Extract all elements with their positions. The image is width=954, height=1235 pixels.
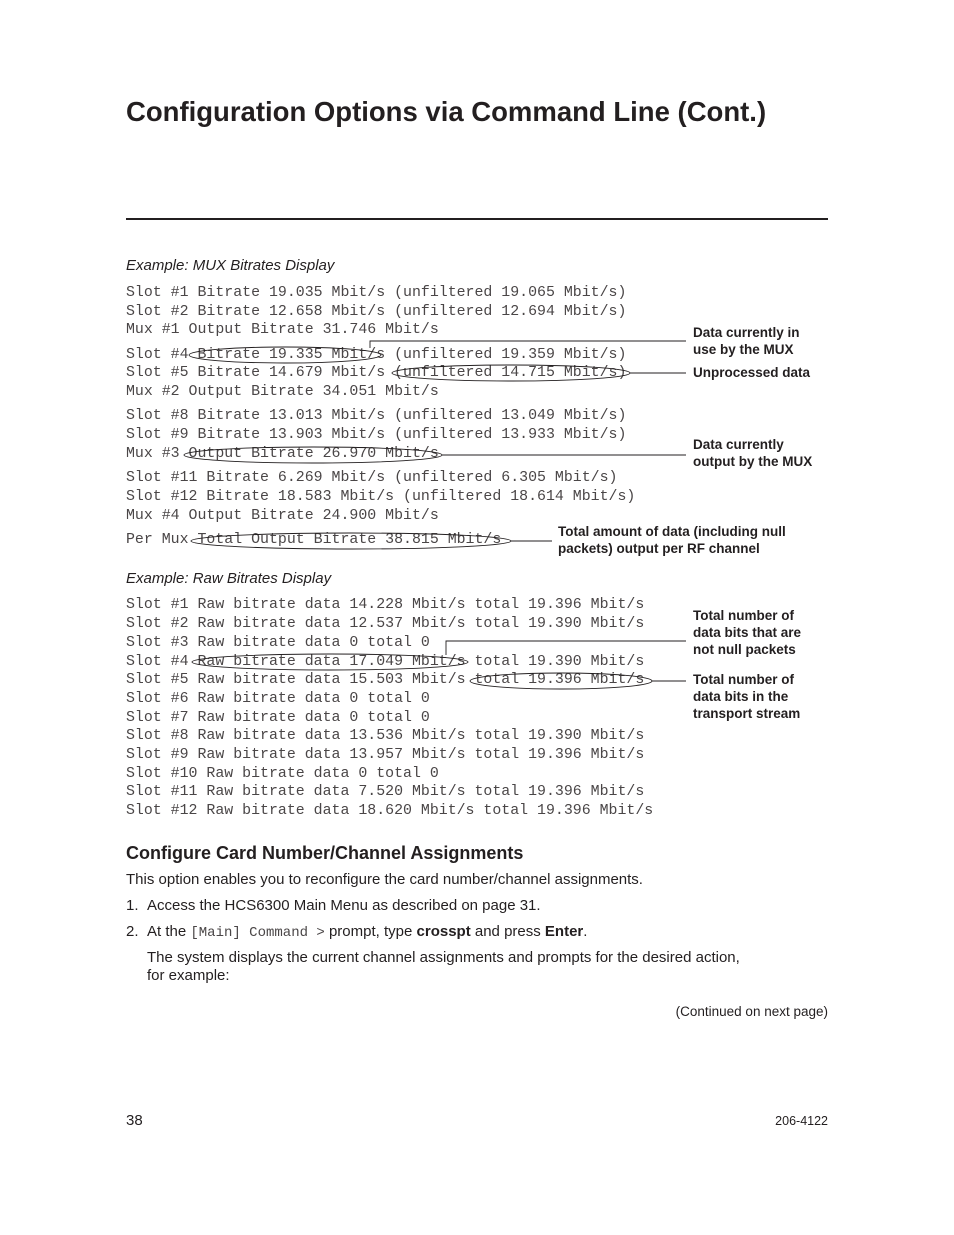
step-2-mid: prompt, type xyxy=(328,923,413,940)
raw-code-line: Slot #1 Raw bitrate data 14.228 Mbit/s total 19.396 Mbit/s xyxy=(126,597,645,613)
annotation-not-null: Total number of data bits that are not null packets xyxy=(693,608,802,657)
step-1-text: Access the HCS6300 Main Menu as described on page 31. xyxy=(147,897,541,914)
raw-code-line: Slot #11 Raw bitrate data 7.520 Mbit/s total 19.396 Mbit/s xyxy=(126,784,645,800)
document-number: 206-4122 xyxy=(775,1114,828,1128)
step-2-text: At the [Main] Command > prompt, type crosspt and press Enter. xyxy=(147,923,588,941)
mux-code-line: Mux #3 Output Bitrate 26.970 Mbit/s xyxy=(126,446,439,462)
title-divider xyxy=(126,218,828,220)
raw-code-line: Slot #7 Raw bitrate data 0 total 0 xyxy=(126,710,430,726)
enter-key: Enter xyxy=(544,923,584,940)
mux-code-line: Slot #4 Bitrate 19.335 Mbit/s (unfiltered 19.359 Mbit/s) xyxy=(126,347,627,363)
page-title: Configuration Options via Command Line (Cont.) xyxy=(126,96,767,127)
annotation-output: Data currently output by the MUX xyxy=(693,437,813,469)
mux-code-line: Slot #5 Bitrate 14.679 Mbit/s (unfiltered 14.715 Mbit/s) xyxy=(126,365,627,381)
step-2-detail: The system displays the current channel assignments and prompts for the desired action, xyxy=(147,949,740,966)
annotation-in-use: Data currently in use by the MUX xyxy=(693,325,800,357)
step-2-number: 2. xyxy=(126,923,139,940)
step-2-and: and press xyxy=(474,923,541,940)
page-number: 38 xyxy=(126,1112,143,1129)
raw-code-line: Slot #10 Raw bitrate data 0 total 0 xyxy=(126,766,439,782)
raw-code-line: Slot #2 Raw bitrate data 12.537 Mbit/s total 19.390 Mbit/s xyxy=(126,616,645,632)
mux-code-line: Slot #12 Bitrate 18.583 Mbit/s (unfiltered 18.614 Mbit/s) xyxy=(126,489,636,505)
continued-note: (Continued on next page) xyxy=(675,1004,828,1019)
mux-code-line: Mux #1 Output Bitrate 31.746 Mbit/s xyxy=(126,322,439,338)
mux-code-line: Slot #9 Bitrate 13.903 Mbit/s (unfiltered 13.933 Mbit/s) xyxy=(126,427,627,443)
step-2-lead: At the xyxy=(147,923,187,940)
raw-code-line: Slot #3 Raw bitrate data 0 total 0 xyxy=(126,635,430,651)
section-intro: This option enables you to reconfigure the card number/channel assignments. xyxy=(126,871,643,888)
mux-code-line: Per Mux Total Output Bitrate 38.815 Mbit/s xyxy=(126,532,502,548)
crosspt-command: crosspt xyxy=(416,923,471,940)
annotation-unprocessed: Unprocessed data xyxy=(693,365,811,380)
raw-example-caption: Example: Raw Bitrates Display xyxy=(126,570,332,587)
mux-code-line: Slot #2 Bitrate 12.658 Mbit/s (unfiltered 12.694 Mbit/s) xyxy=(126,304,627,320)
mux-code-line: Mux #2 Output Bitrate 34.051 Mbit/s xyxy=(126,384,439,400)
section-heading: Configure Card Number/Channel Assignments xyxy=(126,843,524,863)
raw-code-line: Slot #6 Raw bitrate data 0 total 0 xyxy=(126,691,430,707)
annotation-total-output: Total amount of data (including null packets) output per RF channel xyxy=(558,524,786,556)
mux-example-caption: Example: MUX Bitrates Display xyxy=(126,257,335,274)
step-1-number: 1. xyxy=(126,897,139,914)
mux-code-line: Slot #8 Bitrate 13.013 Mbit/s (unfiltered 13.049 Mbit/s) xyxy=(126,408,627,424)
annotation-transport: Total number of data bits in the transport stream xyxy=(693,672,801,721)
raw-code-line: Slot #5 Raw bitrate data 15.503 Mbit/s total 19.396 Mbit/s xyxy=(126,672,645,688)
mux-code-line: Slot #11 Bitrate 6.269 Mbit/s (unfiltered 6.305 Mbit/s) xyxy=(126,470,618,486)
step-2-detail-cont: for example: xyxy=(147,967,230,984)
main-command-prompt: [Main] Command > xyxy=(190,925,325,941)
raw-code-line: Slot #9 Raw bitrate data 13.957 Mbit/s total 19.396 Mbit/s xyxy=(126,747,645,763)
raw-code-line: Slot #8 Raw bitrate data 13.536 Mbit/s total 19.390 Mbit/s xyxy=(126,728,645,744)
raw-code-line: Slot #4 Raw bitrate data 17.049 Mbit/s total 19.390 Mbit/s xyxy=(126,654,645,670)
mux-code-line: Mux #4 Output Bitrate 24.900 Mbit/s xyxy=(126,508,439,524)
mux-code-line: Slot #1 Bitrate 19.035 Mbit/s (unfiltered 19.065 Mbit/s) xyxy=(126,285,627,301)
raw-code-line: Slot #12 Raw bitrate data 18.620 Mbit/s total 19.396 Mbit/s xyxy=(126,803,654,819)
